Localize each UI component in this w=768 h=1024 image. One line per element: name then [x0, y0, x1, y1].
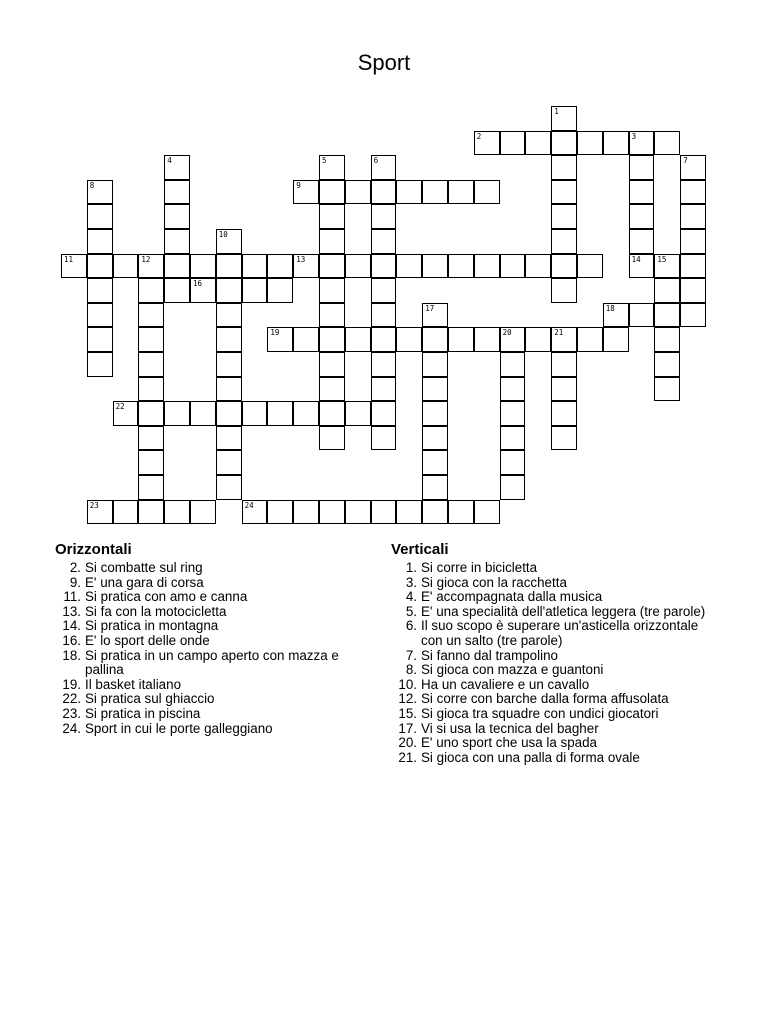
grid-cell[interactable]: [267, 278, 293, 303]
grid-cell[interactable]: [500, 377, 526, 402]
clue-item: [391, 561, 721, 576]
grid-cell[interactable]: [525, 254, 551, 279]
grid-cell[interactable]: [345, 500, 371, 525]
grid-cell[interactable]: [319, 352, 345, 377]
grid-cell[interactable]: [525, 327, 551, 352]
grid-cell[interactable]: [500, 450, 526, 475]
grid-cell[interactable]: [87, 204, 113, 229]
clue-number: 17: [425, 303, 435, 313]
clue-item: [391, 576, 721, 591]
clue-item-number: 9.: [69, 574, 81, 590]
clue-item: [391, 663, 721, 678]
grid-cell[interactable]: [422, 180, 448, 205]
clue-item-text: Si fanno dal trampolino: [421, 647, 558, 663]
clue-item-number: 17.: [398, 720, 417, 736]
grid-cell[interactable]: [422, 401, 448, 426]
clue-item-number: 21.: [398, 749, 417, 765]
down-heading: Verticali: [391, 541, 449, 558]
clue-item-text: Si pratica in piscina: [85, 705, 201, 721]
grid-cell[interactable]: [680, 229, 706, 254]
across-clue-list: [55, 561, 375, 736]
grid-cell[interactable]: [293, 500, 319, 525]
grid-cell[interactable]: [654, 303, 680, 328]
grid-cell[interactable]: [551, 204, 577, 229]
grid-cell[interactable]: [190, 254, 216, 279]
clue-item: [55, 619, 375, 634]
grid-cell[interactable]: [138, 475, 164, 500]
grid-cell[interactable]: [216, 229, 242, 254]
grid-cell[interactable]: [190, 500, 216, 525]
grid-cell[interactable]: [216, 401, 242, 426]
grid-cell[interactable]: [319, 377, 345, 402]
clue-number: 16: [193, 279, 203, 289]
grid-cell[interactable]: [551, 254, 577, 279]
grid-cell[interactable]: [345, 180, 371, 205]
grid-cell[interactable]: [654, 131, 680, 156]
grid-cell[interactable]: [293, 180, 319, 205]
grid-cell[interactable]: [319, 401, 345, 426]
grid-cell[interactable]: [267, 254, 293, 279]
grid-cell[interactable]: [216, 475, 242, 500]
grid-cell[interactable]: [87, 327, 113, 352]
clue-item-text: Si gioca tra squadre con undici giocatori: [421, 705, 659, 721]
grid-cell[interactable]: [422, 500, 448, 525]
grid-cell[interactable]: [138, 278, 164, 303]
grid-cell[interactable]: [164, 278, 190, 303]
grid-cell[interactable]: [551, 131, 577, 156]
grid-cell[interactable]: [422, 254, 448, 279]
grid-cell[interactable]: [190, 401, 216, 426]
grid-cell[interactable]: [164, 500, 190, 525]
clue-item-number: 24.: [62, 720, 81, 736]
grid-cell[interactable]: [164, 155, 190, 180]
grid-cell[interactable]: [422, 475, 448, 500]
grid-cell[interactable]: [371, 426, 397, 451]
grid-cell[interactable]: [216, 278, 242, 303]
clue-number: 9: [296, 180, 301, 190]
clue-item: [391, 692, 721, 707]
clue-item-number: 7.: [405, 647, 417, 663]
grid-cell[interactable]: [654, 327, 680, 352]
clue-item: [55, 590, 375, 605]
grid-cell[interactable]: [319, 303, 345, 328]
clue-number: 6: [373, 156, 379, 166]
clue-item: [55, 722, 375, 737]
grid-cell[interactable]: [448, 500, 474, 525]
grid-cell[interactable]: [293, 254, 319, 279]
grid-cell[interactable]: [680, 204, 706, 229]
grid-cell[interactable]: [577, 131, 603, 156]
clue-number: 7: [683, 156, 688, 166]
clue-number: 2: [476, 131, 482, 141]
clue-item-text: Si gioca con una palla di forma ovale: [421, 749, 640, 765]
grid-cell[interactable]: [474, 180, 500, 205]
clue-number: 19: [270, 328, 280, 338]
grid-cell[interactable]: [474, 327, 500, 352]
grid-cell[interactable]: [267, 500, 293, 525]
grid-cell[interactable]: [551, 377, 577, 402]
clue-item: [391, 707, 721, 722]
grid-cell[interactable]: [216, 377, 242, 402]
clue-item-text: Si pratica con amo e canna: [85, 589, 248, 605]
grid-cell[interactable]: [113, 401, 139, 426]
clue-item-number: 5.: [405, 603, 417, 619]
clue-item-number: 4.: [405, 589, 417, 605]
grid-cell[interactable]: [396, 180, 422, 205]
clue-item: [391, 590, 721, 605]
grid-cell[interactable]: [396, 327, 422, 352]
clue-item-text: E' uno sport che usa la spada: [421, 735, 598, 751]
grid-cell[interactable]: [422, 327, 448, 352]
clue-item-number: 19.: [62, 676, 81, 692]
grid-cell[interactable]: [242, 278, 268, 303]
grid-cell[interactable]: [474, 131, 500, 156]
grid-cell[interactable]: [87, 180, 113, 205]
grid-cell[interactable]: [577, 327, 603, 352]
grid-cell[interactable]: [164, 204, 190, 229]
clue-item-number: 12.: [398, 691, 417, 707]
grid-cell[interactable]: [551, 180, 577, 205]
across-heading: Orizzontali: [55, 541, 132, 558]
down-clues: [391, 541, 721, 765]
grid-cell[interactable]: [319, 500, 345, 525]
grid-cell[interactable]: [87, 254, 113, 279]
grid-cell[interactable]: [603, 303, 629, 328]
grid-cell[interactable]: [525, 131, 551, 156]
grid-cell[interactable]: [267, 327, 293, 352]
clue-item-number: 3.: [405, 574, 417, 590]
down-clue-list: [391, 561, 721, 765]
grid-cell[interactable]: [500, 426, 526, 451]
page-title: Sport: [357, 50, 411, 75]
clue-item-number: 10.: [398, 676, 417, 692]
clue-number: 18: [605, 303, 615, 313]
grid-cell[interactable]: [164, 229, 190, 254]
grid-cell[interactable]: [87, 229, 113, 254]
grid-cell[interactable]: [138, 254, 164, 279]
across-clues: [55, 541, 375, 736]
grid-cell[interactable]: [319, 204, 345, 229]
grid-cell[interactable]: [216, 352, 242, 377]
grid-cell[interactable]: [319, 180, 345, 205]
grid-cell[interactable]: [474, 254, 500, 279]
grid-cell[interactable]: [551, 426, 577, 451]
grid-cell[interactable]: [371, 155, 397, 180]
grid-cell[interactable]: [216, 327, 242, 352]
grid-cell[interactable]: [319, 327, 345, 352]
grid-cell[interactable]: [138, 426, 164, 451]
clue-item-text: E' lo sport delle onde: [85, 632, 210, 648]
grid-cell[interactable]: [577, 254, 603, 279]
grid-cell[interactable]: [138, 500, 164, 525]
clue-number: 23: [89, 500, 99, 510]
grid-cell[interactable]: [216, 303, 242, 328]
grid-cell[interactable]: [87, 352, 113, 377]
grid-cell[interactable]: [293, 401, 319, 426]
grid-cell[interactable]: [500, 327, 526, 352]
grid-cell[interactable]: [680, 180, 706, 205]
clue-number: 24: [244, 500, 254, 510]
clue-item-number: 14.: [62, 618, 81, 634]
grid-cell[interactable]: [87, 500, 113, 525]
grid-cell[interactable]: [138, 377, 164, 402]
clue-item-text: E' una specialità dell'atletica leggera (tre parole): [421, 603, 706, 619]
grid-cell[interactable]: [448, 180, 474, 205]
grid-cell[interactable]: [500, 352, 526, 377]
clue-number: 14: [631, 254, 641, 264]
grid-cell[interactable]: [267, 401, 293, 426]
grid-cell[interactable]: [396, 500, 422, 525]
grid-cell[interactable]: [164, 254, 190, 279]
grid-cell[interactable]: [371, 254, 397, 279]
clue-item: [55, 678, 375, 693]
clue-number: 5: [322, 156, 327, 166]
clue-item-number: 11.: [63, 589, 81, 605]
grid-cell[interactable]: [629, 254, 655, 279]
grid-cell[interactable]: [371, 204, 397, 229]
grid-cell[interactable]: [319, 254, 345, 279]
grid-cell[interactable]: [629, 131, 655, 156]
grid-cell[interactable]: [216, 450, 242, 475]
clue-item-text: Si pratica sul ghiaccio: [85, 691, 215, 707]
grid-cell[interactable]: [422, 352, 448, 377]
clue-number: 3: [631, 131, 637, 141]
clue-item-number: 20.: [398, 735, 417, 751]
grid-cell[interactable]: [396, 254, 422, 279]
clue-item: [391, 736, 721, 751]
clue-item-number: 6.: [405, 618, 417, 634]
clue-item: [55, 605, 375, 620]
grid-cell[interactable]: [319, 426, 345, 451]
clue-item: [55, 576, 375, 591]
grid-cell[interactable]: [138, 327, 164, 352]
clue-item-number: 18.: [62, 647, 81, 663]
grid-cell[interactable]: [87, 303, 113, 328]
clue-item-number: 23.: [62, 705, 81, 721]
clue-number: 11: [64, 254, 74, 264]
grid-cell[interactable]: [629, 204, 655, 229]
grid-cell[interactable]: [216, 254, 242, 279]
clue-item-text: Il suo scopo è superare un'asticella orizzontale con un salto (tre parole): [421, 618, 699, 648]
grid-cell[interactable]: [113, 254, 139, 279]
grid-cell[interactable]: [422, 450, 448, 475]
grid-cell[interactable]: [138, 450, 164, 475]
clue-item-text: Si pratica in montagna: [85, 618, 219, 634]
grid-cell[interactable]: [448, 254, 474, 279]
clue-item-text: Si corre con barche dalla forma affusolata: [421, 691, 669, 707]
grid-cell[interactable]: [138, 303, 164, 328]
grid-cell[interactable]: [422, 377, 448, 402]
clue-item-text: Si pratica in un campo aperto con mazza e pallina: [85, 647, 339, 678]
grid-cell[interactable]: [113, 500, 139, 525]
clue-item: [55, 707, 375, 722]
grid-cell[interactable]: [371, 303, 397, 328]
grid-cell[interactable]: [242, 500, 268, 525]
clue-item: [391, 605, 721, 620]
grid-cell[interactable]: [371, 377, 397, 402]
clue-item-text: Si gioca con la racchetta: [421, 574, 567, 590]
grid-cell[interactable]: [551, 229, 577, 254]
clue-item-text: Vi si usa la tecnica del bagher: [421, 720, 599, 736]
grid-cell[interactable]: [500, 401, 526, 426]
grid-cell[interactable]: [680, 278, 706, 303]
clue-item-number: 8.: [405, 662, 417, 678]
grid-cell[interactable]: [371, 352, 397, 377]
clue-item-text: Si corre in bicicletta: [421, 560, 538, 575]
grid-cell[interactable]: [603, 131, 629, 156]
grid-cell[interactable]: [61, 254, 87, 279]
grid-cell[interactable]: [190, 278, 216, 303]
grid-cell[interactable]: [138, 352, 164, 377]
clue-number: 13: [296, 254, 306, 264]
grid-cell[interactable]: [629, 180, 655, 205]
clue-item-number: 15.: [398, 705, 417, 721]
clue-item-text: Si combatte sul ring: [85, 560, 203, 575]
clue-number: 4: [167, 156, 172, 166]
grid-cell[interactable]: [680, 155, 706, 180]
grid-cell[interactable]: [345, 254, 371, 279]
grid-cell[interactable]: [345, 327, 371, 352]
grid-cell[interactable]: [371, 180, 397, 205]
clue-item-text: Sport in cui le porte galleggiano: [85, 720, 273, 736]
grid-cell[interactable]: [164, 180, 190, 205]
clue-item-text: Il basket italiano: [85, 676, 182, 692]
grid-cell[interactable]: [422, 426, 448, 451]
clue-number: 22: [115, 402, 125, 412]
grid-cell[interactable]: [345, 401, 371, 426]
grid-cell[interactable]: [138, 401, 164, 426]
clue-item-number: 22.: [62, 691, 81, 707]
grid-cell[interactable]: [603, 327, 629, 352]
grid-cell[interactable]: [654, 254, 680, 279]
clue-item-number: 1.: [405, 560, 417, 575]
grid-cell[interactable]: [500, 254, 526, 279]
grid-cell[interactable]: [293, 327, 319, 352]
clue-number: 8: [89, 180, 95, 190]
clue-number: 20: [502, 328, 512, 338]
grid-cell[interactable]: [371, 278, 397, 303]
grid-cell[interactable]: [371, 500, 397, 525]
clue-number: 15: [657, 254, 667, 264]
grid-cell[interactable]: [551, 106, 577, 131]
grid-cell[interactable]: [500, 131, 526, 156]
grid-cell[interactable]: [422, 303, 448, 328]
clue-item: [55, 561, 375, 576]
grid-cell[interactable]: [629, 155, 655, 180]
clue-item: [391, 722, 721, 737]
grid-cell[interactable]: [242, 254, 268, 279]
grid-cell[interactable]: [319, 229, 345, 254]
clue-item-text: Si fa con la motocicletta: [85, 603, 227, 619]
grid-cell[interactable]: [551, 352, 577, 377]
clue-item-text: E' accompagnata dalla musica: [421, 589, 603, 605]
clue-item: [391, 649, 721, 664]
grid-cell[interactable]: [448, 327, 474, 352]
grid-cell[interactable]: [680, 303, 706, 328]
grid-cell[interactable]: [654, 352, 680, 377]
clue-item-number: 2.: [69, 560, 81, 575]
clue-item: [391, 751, 721, 766]
grid-cell[interactable]: [216, 426, 242, 451]
grid-cell[interactable]: [87, 278, 113, 303]
grid-cell[interactable]: [500, 475, 526, 500]
clue-item: [391, 619, 721, 648]
grid-cell[interactable]: [371, 401, 397, 426]
clue-item: [55, 649, 375, 678]
grid-cell[interactable]: [654, 377, 680, 402]
clue-item: [391, 678, 721, 693]
grid-cell[interactable]: [371, 229, 397, 254]
clue-item-text: Si gioca con mazza e guantoni: [421, 662, 604, 678]
grid-cell[interactable]: [164, 401, 190, 426]
grid-cell[interactable]: [319, 278, 345, 303]
clue-item-text: E' una gara di corsa: [85, 574, 204, 590]
clue-number: 1: [554, 107, 559, 116]
clue-number: 10: [218, 230, 228, 239]
grid-cell[interactable]: [551, 327, 577, 352]
clue-item-number: 13.: [62, 603, 81, 619]
grid-cell[interactable]: [474, 500, 500, 525]
clue-number: 21: [554, 328, 564, 338]
clue-item-text: Ha un cavaliere e un cavallo: [421, 676, 590, 692]
clue-number: 12: [141, 254, 151, 264]
grid-cell[interactable]: [242, 401, 268, 426]
grid-cell[interactable]: [680, 254, 706, 279]
grid-cell[interactable]: [551, 401, 577, 426]
grid-cell[interactable]: [551, 155, 577, 180]
clue-item: [55, 692, 375, 707]
grid-cell[interactable]: [629, 303, 655, 328]
grid-cell[interactable]: [319, 155, 345, 180]
clue-item: [55, 634, 375, 649]
clue-item-number: 16.: [62, 632, 81, 648]
grid-cell[interactable]: [654, 278, 680, 303]
grid-cell[interactable]: [371, 327, 397, 352]
grid-cell[interactable]: [551, 278, 577, 303]
grid-cell[interactable]: [629, 229, 655, 254]
